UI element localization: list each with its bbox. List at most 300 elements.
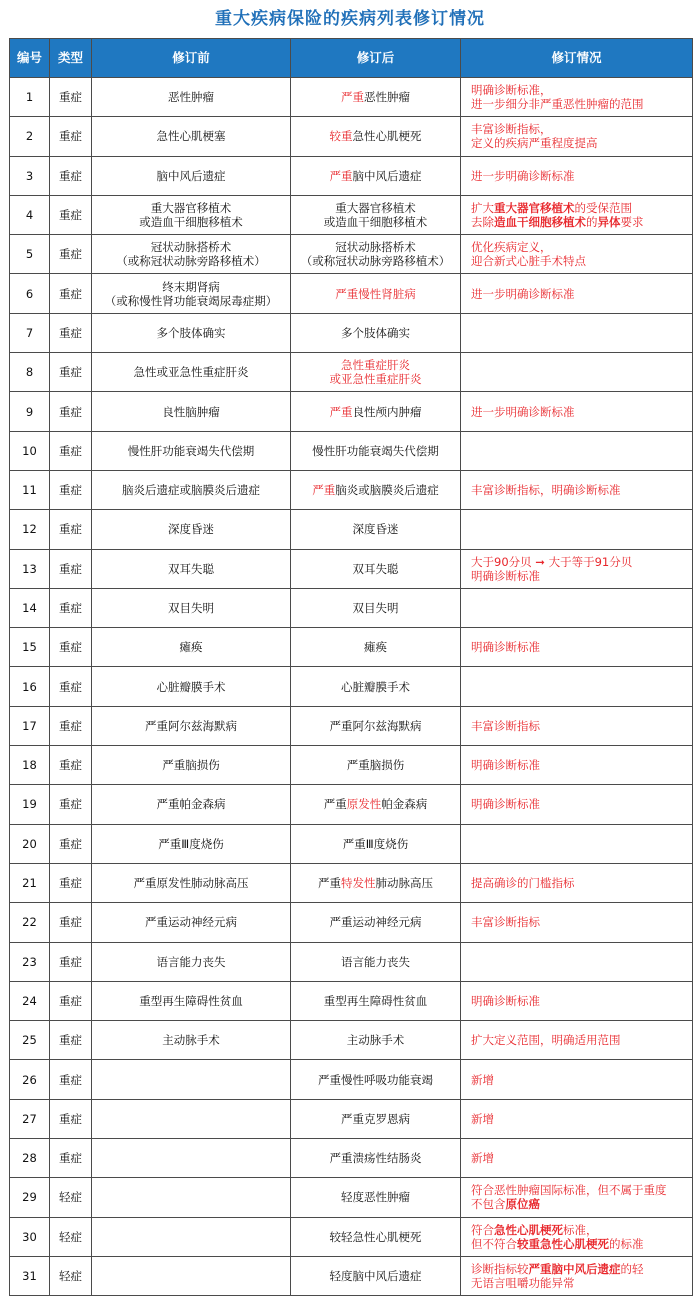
text-segment: 扩大 (471, 201, 494, 216)
cell-line (294, 837, 457, 851)
row-number: 10 (10, 431, 50, 470)
row-type: 重症 (50, 981, 92, 1020)
table-row (10, 431, 693, 470)
table-row (10, 1217, 693, 1256)
text-segment: 或造血干细胞移植术 (323, 215, 428, 230)
cell-line (294, 1269, 457, 1283)
text-segment: 的标准 (609, 1236, 644, 1251)
table-row (10, 1178, 693, 1217)
row-number: 8 (10, 353, 50, 392)
text-segment: 急性心肌梗死 (494, 1222, 563, 1237)
text-segment: 提高确诊的门槛指标 (471, 876, 575, 891)
revision-note-cell (461, 431, 693, 470)
row-number: 13 (10, 549, 50, 588)
text-segment: 急性心肌梗死 (352, 129, 422, 144)
revision-note-cell (461, 942, 693, 981)
cell-line: 重大器官移植术 (150, 201, 232, 216)
revision-note-cell (461, 863, 693, 902)
after-revision-cell (291, 667, 461, 706)
before-revision-cell (92, 392, 291, 431)
table-row (10, 392, 693, 431)
row-number: 19 (10, 785, 50, 824)
row-type: 重症 (50, 470, 92, 509)
text-segment: 轻度恶性肿瘤 (341, 1190, 410, 1205)
row-number: 17 (10, 706, 50, 745)
row-type: 重症 (50, 313, 92, 352)
cell-line: 严重运动神经元病 (145, 915, 237, 930)
cell-line (294, 994, 457, 1008)
after-revision-cell (291, 78, 461, 117)
before-revision-cell (92, 510, 291, 549)
text-segment: 的轻 (620, 1262, 644, 1277)
table-row (10, 549, 693, 588)
cell-line (294, 955, 457, 969)
row-number: 16 (10, 667, 50, 706)
cell-line (294, 129, 457, 143)
text-segment: 严重Ⅲ度烧伤 (342, 836, 409, 851)
cell-line (294, 358, 457, 372)
revision-note-cell (461, 470, 693, 509)
cell-line (471, 1112, 689, 1126)
revision-note-cell (461, 392, 693, 431)
cell-line: 良性脑肿瘤 (162, 404, 220, 419)
text-segment: 丰富诊断指标， (471, 122, 552, 137)
cell-line (471, 915, 689, 929)
cell-line (471, 1033, 689, 1047)
row-number: 27 (10, 1099, 50, 1138)
table-row (10, 588, 693, 627)
revision-note-cell (461, 981, 693, 1020)
cell-line: 严重原发性肺动脉高压 (133, 876, 249, 891)
before-revision-cell (92, 942, 291, 981)
cell-line: 心脏瓣膜手术 (156, 679, 226, 694)
text-segment: 丰富诊断指标 (471, 718, 540, 733)
row-type: 轻症 (50, 1178, 92, 1217)
text-segment: 定义的疾病严重程度提高 (471, 136, 598, 151)
revision-note-cell (461, 235, 693, 274)
cell-line (294, 287, 457, 301)
row-type: 重症 (50, 628, 92, 667)
header-before: 修订前 (92, 39, 291, 78)
cell-line: 重型再生障碍性贫血 (139, 993, 243, 1008)
text-segment: 冠状动脉搭桥术 (335, 240, 416, 255)
text-segment: 异体 (597, 215, 621, 230)
cell-line (294, 876, 457, 890)
table-row (10, 1021, 693, 1060)
after-revision-cell (291, 549, 461, 588)
row-type: 重症 (50, 746, 92, 785)
cell-line (471, 287, 689, 301)
row-type: 重症 (50, 549, 92, 588)
after-revision-cell (291, 117, 461, 156)
table-row (10, 863, 693, 902)
after-revision-cell (291, 470, 461, 509)
table-body (10, 78, 693, 1296)
text-segment: 迎合新式心脏手术特点 (471, 254, 586, 269)
text-segment: 新增 (471, 1151, 494, 1166)
cell-line: 严重Ⅲ度烧伤 (158, 836, 224, 851)
table-row (10, 706, 693, 745)
before-revision-cell (92, 903, 291, 942)
header-after: 修订后 (291, 39, 461, 78)
after-revision-cell (291, 981, 461, 1020)
text-segment: 丰富诊断指标 (471, 915, 540, 930)
before-revision-cell (92, 156, 291, 195)
after-revision-cell (291, 1256, 461, 1295)
before-revision-cell (92, 1060, 291, 1099)
cell-line: 语言能力丧失 (156, 954, 226, 969)
after-revision-cell (291, 392, 461, 431)
revision-note-cell (461, 588, 693, 627)
cell-line: 瘫痪 (179, 640, 203, 655)
text-segment: 严重 (312, 483, 336, 498)
row-number: 3 (10, 156, 50, 195)
text-segment: 严重 (318, 876, 341, 891)
after-revision-cell (291, 903, 461, 942)
cell-line (471, 719, 689, 733)
row-number: 21 (10, 863, 50, 902)
text-segment: 去除 (471, 215, 494, 230)
cell-line: （或称冠状动脉旁路移植术） (116, 254, 266, 269)
cell-line (471, 876, 689, 890)
table-row (10, 117, 693, 156)
after-revision-cell (291, 942, 461, 981)
row-type: 重症 (50, 1021, 92, 1060)
text-segment: 严重运动神经元病 (329, 915, 422, 930)
text-segment: 帕金森病 (381, 797, 428, 812)
after-revision-cell (291, 863, 461, 902)
table-row (10, 470, 693, 509)
cell-line (471, 1073, 689, 1087)
text-segment: 心脏瓣膜手术 (341, 679, 410, 694)
revision-note-cell (461, 1139, 693, 1178)
after-revision-cell (291, 588, 461, 627)
after-revision-cell (291, 235, 461, 274)
revision-note-cell (461, 195, 693, 234)
after-revision-cell (291, 1178, 461, 1217)
text-segment: （或称冠状动脉旁路移植术） (300, 254, 451, 269)
revision-note-cell (461, 746, 693, 785)
row-number: 29 (10, 1178, 50, 1217)
row-type: 重症 (50, 1060, 92, 1099)
text-segment: 优化疾病定义， (471, 240, 552, 255)
text-segment: 或亚急性重症肝炎 (329, 372, 422, 387)
text-segment: 进一步细分非严重恶性肿瘤的范围 (471, 97, 644, 112)
text-segment: 良性颅内肿瘤 (352, 404, 422, 419)
row-type: 重症 (50, 785, 92, 824)
page-title: 重大疾病保险的疾病列表修订情况 (215, 9, 485, 29)
cell-line: 深度昏迷 (168, 522, 214, 537)
text-segment: 标准， (563, 1222, 598, 1237)
row-number: 12 (10, 510, 50, 549)
row-type: 重症 (50, 706, 92, 745)
table-row (10, 156, 693, 195)
cell-line (471, 1151, 689, 1165)
cell-line (471, 240, 689, 254)
text-segment: 明确诊断标准 (471, 568, 540, 583)
cell-line (294, 915, 457, 929)
revision-note-cell (461, 1217, 693, 1256)
text-segment: 严重慢性呼吸功能衰竭 (318, 1072, 433, 1087)
row-type: 重症 (50, 942, 92, 981)
table-row (10, 1099, 693, 1138)
cell-line (471, 201, 689, 215)
before-revision-cell (92, 353, 291, 392)
cell-line: 多个肢体确实 (156, 325, 226, 340)
text-segment: 扩大定义范围，明确适用范围 (471, 1033, 621, 1048)
text-segment: 主动脉手术 (346, 1033, 405, 1048)
row-number: 6 (10, 274, 50, 313)
cell-line (294, 215, 457, 229)
cell-line (294, 1230, 457, 1244)
revision-note-cell (461, 117, 693, 156)
table-row (10, 78, 693, 117)
after-revision-cell (291, 274, 461, 313)
text-segment: 特发性 (341, 876, 376, 891)
cell-line (294, 444, 457, 458)
row-number: 30 (10, 1217, 50, 1256)
cell-line (294, 797, 457, 811)
cell-line: 脑中风后遗症 (156, 168, 226, 183)
table-row (10, 942, 693, 981)
before-revision-cell (92, 549, 291, 588)
cell-line (294, 372, 457, 386)
cell-line: 双目失明 (168, 601, 214, 615)
row-number: 2 (10, 117, 50, 156)
cell-line (294, 758, 457, 772)
row-type: 重症 (50, 117, 92, 156)
text-segment: 无语言咀嚼功能异常 (471, 1276, 575, 1291)
revision-note-cell (461, 549, 693, 588)
text-segment: 造血干细胞移植术 (494, 215, 586, 230)
header-number: 编号 (10, 39, 50, 78)
text-segment: 要求 (620, 215, 644, 230)
row-number: 11 (10, 470, 50, 509)
after-revision-cell (291, 746, 461, 785)
before-revision-cell (92, 235, 291, 274)
text-segment: 原位癌 (505, 1197, 540, 1212)
revision-note-cell (461, 903, 693, 942)
after-revision-cell (291, 628, 461, 667)
revision-note-cell (461, 1060, 693, 1099)
table-row (10, 510, 693, 549)
after-revision-cell (291, 431, 461, 470)
row-type: 重症 (50, 195, 92, 234)
cell-line: （或称慢性肾功能衰竭尿毒症期） (104, 293, 278, 308)
text-segment: 进一步明确诊断标准 (471, 168, 575, 183)
table-row (10, 903, 693, 942)
row-number: 26 (10, 1060, 50, 1099)
text-segment: 严重脑损伤 (346, 758, 405, 773)
cell-line (294, 601, 457, 615)
table-row (10, 353, 693, 392)
row-type: 重症 (50, 353, 92, 392)
text-segment: 严重克罗恩病 (341, 1111, 410, 1126)
revision-note-cell (461, 824, 693, 863)
cell-line (471, 83, 689, 97)
revision-note-cell (461, 667, 693, 706)
table-header-row (10, 39, 693, 78)
before-revision-cell (92, 785, 291, 824)
cell-line (471, 1223, 689, 1237)
cell-line: 急性心肌梗塞 (156, 129, 226, 144)
cell-line: 双耳失聪 (168, 561, 214, 576)
header-type: 类型 (50, 39, 92, 78)
revision-note-cell (461, 1256, 693, 1295)
row-type: 重症 (50, 1099, 92, 1138)
cell-line (471, 136, 689, 150)
text-segment: 慢性肝功能衰竭失代偿期 (312, 443, 439, 458)
text-segment: 恶性肿瘤 (364, 90, 410, 105)
cell-line (294, 719, 457, 733)
row-number: 15 (10, 628, 50, 667)
cell-line (294, 562, 457, 576)
text-segment: 严重 (329, 168, 353, 183)
text-segment: 明确诊断标准 (471, 640, 540, 655)
row-type: 重症 (50, 156, 92, 195)
after-revision-cell (291, 156, 461, 195)
cell-line (471, 555, 689, 569)
cell-line: 急性或亚急性重症肝炎 (133, 365, 249, 380)
text-segment: 新增 (471, 1072, 494, 1087)
text-segment: 双耳失聪 (352, 561, 399, 576)
text-segment: 严重慢性肾脏病 (335, 286, 416, 301)
cell-line: 严重脑损伤 (162, 758, 220, 773)
cell-line (471, 994, 689, 1008)
revision-note-cell (461, 628, 693, 667)
cell-line: 或造血干细胞移植术 (139, 215, 243, 230)
text-segment: 严重脑中风后遗症 (528, 1262, 621, 1277)
row-number: 24 (10, 981, 50, 1020)
cell-line: 冠状动脉搭桥术 (150, 240, 232, 255)
cell-line (294, 1190, 457, 1204)
cell-line (471, 169, 689, 183)
text-segment: 重型再生障碍性贫血 (323, 993, 428, 1008)
before-revision-cell (92, 313, 291, 352)
text-segment: 较轻急性心肌梗死 (329, 1229, 422, 1244)
row-number: 20 (10, 824, 50, 863)
text-segment: 符合 (471, 1222, 494, 1237)
cell-line (471, 215, 689, 229)
text-segment: 语言能力丧失 (341, 954, 410, 969)
row-type: 重症 (50, 274, 92, 313)
before-revision-cell (92, 1099, 291, 1138)
row-number: 28 (10, 1139, 50, 1178)
cell-line: 主动脉手术 (162, 1033, 220, 1048)
cell-line (471, 1237, 689, 1251)
row-type: 重症 (50, 903, 92, 942)
text-segment: 进一步明确诊断标准 (471, 286, 575, 301)
text-segment: 双目失明 (352, 601, 399, 615)
before-revision-cell (92, 117, 291, 156)
cell-line (294, 201, 457, 215)
text-segment: 脑中风后遗症 (352, 168, 422, 183)
table-row (10, 785, 693, 824)
table-row (10, 667, 693, 706)
after-revision-cell (291, 1139, 461, 1178)
table-row (10, 1060, 693, 1099)
before-revision-cell (92, 1021, 291, 1060)
table-row (10, 824, 693, 863)
text-segment: 严重 (323, 797, 347, 812)
table-row (10, 1139, 693, 1178)
before-revision-cell (92, 1217, 291, 1256)
row-number: 22 (10, 903, 50, 942)
cell-line (294, 680, 457, 694)
cell-line (294, 90, 457, 104)
cell-line (471, 569, 689, 583)
cell-line (294, 640, 457, 654)
before-revision-cell (92, 667, 291, 706)
row-number: 4 (10, 195, 50, 234)
row-number: 31 (10, 1256, 50, 1295)
text-segment: 严重 (341, 90, 364, 105)
cell-line: 严重帕金森病 (156, 797, 226, 812)
text-segment: 符合恶性肿瘤国际标准，但不属于重度 (471, 1183, 667, 1198)
cell-line: 脑炎后遗症或脑膜炎后遗症 (122, 483, 260, 498)
row-type: 轻症 (50, 1256, 92, 1295)
table-row (10, 628, 693, 667)
after-revision-cell (291, 706, 461, 745)
revision-note-cell (461, 1178, 693, 1217)
text-segment: 严重 (329, 404, 353, 419)
row-type: 重症 (50, 588, 92, 627)
after-revision-cell (291, 824, 461, 863)
text-segment: 明确诊断标准 (471, 797, 540, 812)
text-segment: 诊断指标较 (471, 1262, 529, 1277)
cell-line (294, 405, 457, 419)
text-segment: 轻度脑中风后遗症 (329, 1269, 422, 1284)
text-segment: 的 (586, 215, 598, 230)
cell-line: 慢性肝功能衰竭失代偿期 (127, 443, 255, 458)
after-revision-cell (291, 1021, 461, 1060)
table-row (10, 981, 693, 1020)
after-revision-cell (291, 1217, 461, 1256)
table-row (10, 235, 693, 274)
after-revision-cell (291, 1099, 461, 1138)
header-revision-notes: 修订情况 (461, 39, 693, 78)
row-type: 重症 (50, 863, 92, 902)
row-type: 重症 (50, 824, 92, 863)
cell-line (471, 254, 689, 268)
text-segment: 脑炎或脑膜炎后遗症 (335, 483, 439, 498)
table-row (10, 746, 693, 785)
cell-line (294, 254, 457, 268)
before-revision-cell (92, 981, 291, 1020)
after-revision-cell (291, 510, 461, 549)
revision-note-cell (461, 785, 693, 824)
cell-line (471, 122, 689, 136)
cell-line (294, 240, 457, 254)
revision-note-cell (461, 78, 693, 117)
revision-note-cell (461, 156, 693, 195)
before-revision-cell (92, 1256, 291, 1295)
cell-line (294, 169, 457, 183)
cell-line (471, 1197, 689, 1211)
text-segment: 较重急性心肌梗死 (517, 1236, 609, 1251)
after-revision-cell (291, 785, 461, 824)
cell-line: 终末期肾病 (162, 279, 220, 294)
row-number: 9 (10, 392, 50, 431)
text-segment: 丰富诊断指标，明确诊断标准 (471, 483, 621, 498)
row-number: 7 (10, 313, 50, 352)
after-revision-cell (291, 1060, 461, 1099)
row-type: 重症 (50, 431, 92, 470)
before-revision-cell (92, 78, 291, 117)
text-segment: 进一步明确诊断标准 (471, 404, 575, 419)
cell-line (471, 483, 689, 497)
row-type: 重症 (50, 392, 92, 431)
